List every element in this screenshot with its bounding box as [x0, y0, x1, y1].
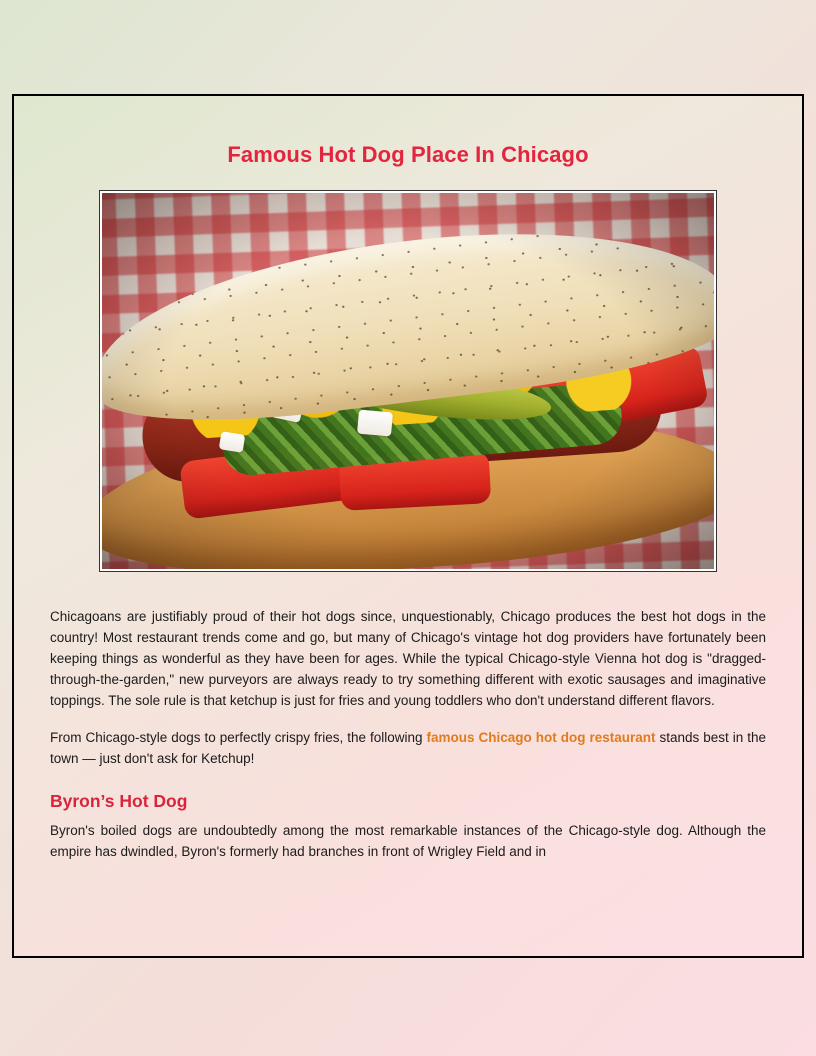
second-paragraph	[50, 727, 766, 769]
section-paragraph: Byron's boiled dogs are undoubtedly among the most remarkable instances of the Chicago-style dog. Although the empire has dwindled, Byron's formerly had branches in front of Wrigley Field and in	[50, 823, 766, 859]
hot-dog-image	[102, 193, 714, 569]
famous-restaurant-link[interactable]: famous Chicago hot dog restaurant	[426, 730, 656, 745]
hero-image-frame	[99, 190, 717, 572]
document-content	[14, 96, 802, 862]
document-frame	[12, 94, 804, 958]
section-heading-byrons: Byron’s Hot Dog	[50, 791, 188, 811]
paragraph-lead-text: From Chicago-style dogs to perfectly crispy fries, the following	[50, 730, 427, 745]
intro-paragraph: Chicagoans are justifiably proud of their hot dogs since, unquestionably, Chicago produces the best hot dogs in the country! Most restaurant trends come and go, but many of Chicago's vintage hot dog providers have fortunately been keeping things as wonderful as they have been for ages. While the typical Chicago-style Vienna hot dog is "dragged-through-the-garden," new purveyors are always ready to try something different with exotic sausages and imaginative toppings. The sole rule is that ketchup is just for fries and young toddlers who don't understand different flavors.	[50, 609, 766, 708]
page-title: Famous Hot Dog Place In Chicago	[227, 142, 589, 167]
paragraph-tail-text: stands best in the town — just don't ask for Ketchup!	[50, 730, 766, 766]
image-vignette	[102, 193, 714, 569]
